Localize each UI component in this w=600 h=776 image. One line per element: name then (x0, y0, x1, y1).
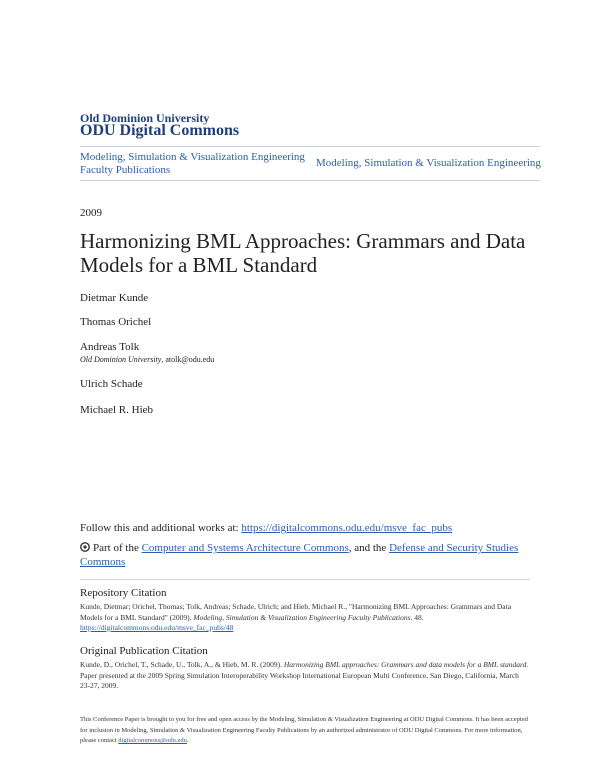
collection-url-link[interactable]: https://digitalcommons.odu.edu/msve_fac_pubs (241, 522, 453, 534)
part-of-line (80, 541, 550, 569)
repository-name[interactable]: ODU Digital Commons (80, 122, 240, 139)
affiliation-institution: Old Dominion University (80, 355, 162, 364)
access-notice-end: . (186, 737, 189, 744)
author-name: Dietmar Kunde (80, 292, 149, 304)
follow-line (80, 522, 550, 534)
author-affiliation (80, 355, 214, 364)
repository-citation-end: . 48. (410, 612, 424, 622)
access-notice (80, 715, 530, 747)
part-of-prefix: Part of the (93, 542, 142, 554)
publication-year: 2009 (80, 207, 102, 219)
follow-prefix: Follow this and additional works at: (80, 522, 242, 534)
author-name: Thomas Orichel (80, 316, 152, 328)
contact-email-link[interactable]: digitalcommons@odu.edu (118, 737, 187, 744)
collection-link-faculty-publications[interactable]: Modeling, Simulation & Visualization Engineering Faculty Publications (80, 151, 305, 176)
repository-citation-url[interactable]: https://digitalcommons.odu.edu/msve_fac_pubs/48 (80, 623, 234, 632)
header-divider-top (80, 146, 540, 147)
access-notice-text: This Conference Paper is brought to you for free and open access by the Modeling, Simulation & Visualization Engineering at ODU Digital Commons. It has been accepted for inclusion in Modeling, Simulation & Visualization Engineering Faculty Publications by an authorized administrator of ODU Digital Commons. For more information, please contact (80, 716, 528, 744)
repository-citation-text (80, 602, 530, 634)
repository-citation-heading: Repository Citation (80, 587, 167, 599)
repository-citation-series: Modeling, Simulation & Visualization Engineering Faculty Publications (193, 612, 411, 622)
original-citation-text (80, 660, 530, 692)
defense-security-studies-commons-link[interactable]: Defense and Security Studies Commons (80, 542, 519, 568)
paper-title: Harmonizing BML Approaches: Grammars and Data Models for a BML Standard (80, 229, 526, 277)
computer-systems-architecture-commons-link[interactable]: Computer and Systems Architecture Commons (141, 542, 349, 554)
original-citation-plain: Kunde, D., Orichel, T., Schade, U., Tolk, A., & Hieb, M. R. (2009). (80, 660, 284, 669)
original-citation-heading: Original Publication Citation (80, 645, 208, 657)
network-commons-icon (80, 542, 90, 552)
collection-link-department[interactable]: Modeling, Simulation & Visualization Engineering (316, 157, 541, 169)
author-name: Michael R. Hieb (80, 404, 154, 416)
university-name: Old Dominion University (80, 111, 210, 125)
section-divider (80, 579, 530, 580)
header-divider-bottom (80, 180, 540, 181)
part-of-middle: , and the (348, 542, 390, 554)
author-name: Andreas Tolk (80, 341, 140, 353)
original-citation-title: Harmonizing BML approaches: Grammars and data models for a BML standard. (283, 660, 529, 669)
author-name: Ulrich Schade (80, 378, 143, 390)
repository-citation-plain: Kunde, Dietmar; Orichel, Thomas; Tolk, Andreas; Schade, Ulrich; and Hieb, Michael R., "Harmonizing BML Approaches: Grammars and Data Models for a BML Standard" (2009). (80, 602, 512, 622)
original-citation-rest: Paper presented at the 2009 Spring Simulation Interoperability Workshop International European Multi Conference, San Diego, California, March 23-27, 2009. (80, 670, 519, 690)
affiliation-email: , atolk@odu.edu (161, 355, 215, 364)
